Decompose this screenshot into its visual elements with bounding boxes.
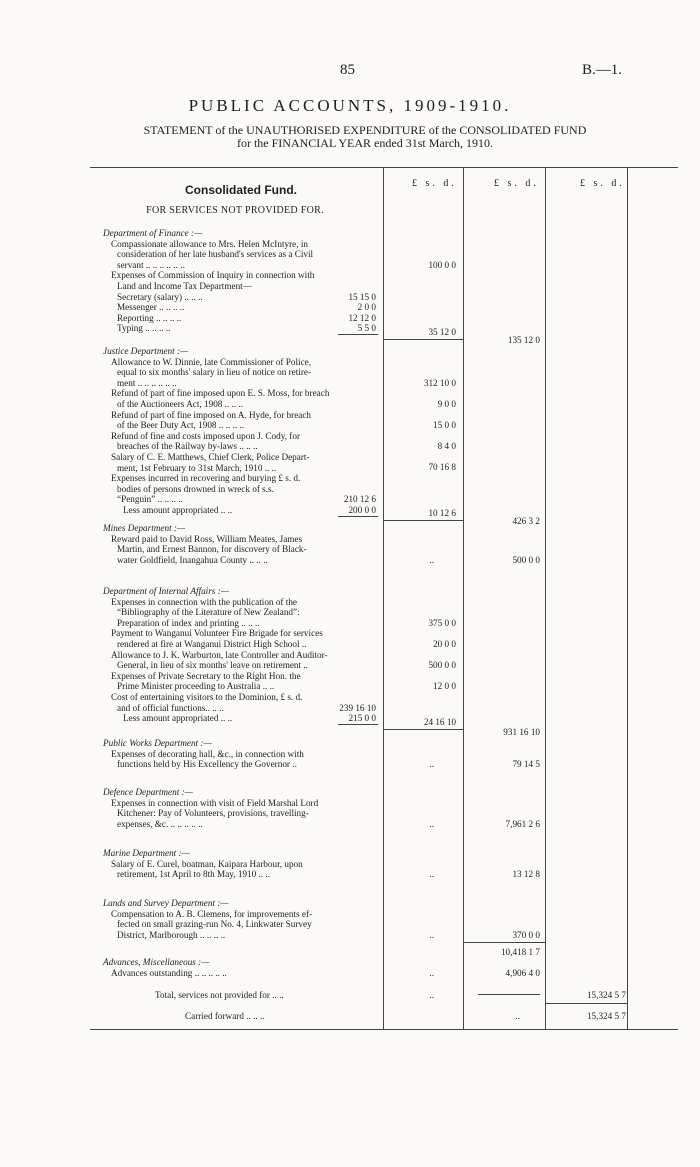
amount: 8 4 0: [437, 441, 456, 451]
line: functions held by His Excellency the Governor ..: [117, 759, 297, 770]
sum-rule: [384, 729, 463, 730]
dept-title: Justice Department :—: [103, 346, 189, 356]
line: Kitchener: Pay of Volunteers, provisions, travelling-: [117, 808, 309, 819]
statement-title: [60, 124, 670, 150]
amount: 24 16 10: [423, 717, 456, 727]
sub-amount: 5 5 0: [357, 323, 376, 333]
dots: ..: [429, 819, 434, 829]
dots: ..: [429, 990, 434, 1000]
column-rule-1: [383, 167, 384, 1029]
line: and of official functions.. .. ..: [117, 702, 224, 713]
sub-rule: [338, 516, 378, 517]
sub-amount: 2 0 0: [357, 302, 376, 312]
line: equal to six months' salary in lieu of notice on retire-: [117, 367, 312, 378]
line: Compassionate allowance to Mrs. Helen McIntyre, in: [111, 238, 308, 249]
sub-amount: 239 16 10: [339, 703, 376, 713]
line: Expenses of decorating hall, &c., in connection with: [111, 748, 304, 759]
line: of the Beer Duty Act, 1908 .. .. .. ..: [117, 420, 245, 431]
line: Expenses in connection with visit of Field Marshal Lord: [111, 797, 319, 808]
line: Refund of part of fine imposed on A. Hyde, for breach: [111, 409, 312, 420]
amount: 70 16 8: [428, 462, 456, 472]
sum-rule: [384, 339, 463, 340]
document-title: PUBLIC ACCOUNTS, 1909-1910.: [188, 96, 512, 115]
line: Compensation to A. B. Clemens, for improvements ef-: [111, 908, 313, 919]
public-works-section: [103, 738, 375, 770]
line: Salary of E. Curel, boatman, Kaipara Harbour, upon: [111, 858, 303, 869]
dept-total: 931 16 10: [503, 727, 540, 737]
page-reference: B.—1.: [582, 62, 623, 78]
dept-title: Mines Department :—: [103, 523, 186, 533]
line: Martin, and Ernest Bannon, for discovery of Black-: [117, 544, 307, 555]
line: retirement, 1st April to 8th May, 1910 .. ..: [117, 869, 271, 880]
line: consideration of her late husband's services as a Civil: [117, 249, 314, 260]
line: Less amount appropriated .. ..: [123, 504, 233, 515]
sub-rule: [338, 334, 378, 335]
line: “Penguin” .. .. .. ..: [117, 494, 183, 505]
amount: 12 0 0: [433, 681, 456, 691]
column-header-2: £ s. d.: [494, 178, 539, 189]
dept-total: 13 12 8: [512, 869, 540, 879]
line: Messenger .. .. .. ..: [117, 302, 185, 313]
line: servant .. .. .. .. .. ..: [117, 259, 185, 270]
dept-total: 79 14 5: [512, 759, 540, 769]
dept-total: 7,961 2 6: [505, 819, 540, 829]
page-number: 85: [340, 62, 355, 78]
section-subheading: FOR SERVICES NOT PROVIDED FOR.: [146, 205, 324, 216]
dept-title: Department of Internal Affairs :—: [103, 586, 229, 596]
line: Land and Income Tax Department—: [117, 280, 252, 291]
amount: 20 0 0: [433, 639, 456, 649]
line: Expenses of Private Secretary to the Right Hon. the: [111, 670, 301, 681]
statement-line-2: for the FINANCIAL YEAR ended 31st March, 1910.: [236, 136, 494, 150]
dots: ..: [429, 759, 434, 769]
line: Refund of part of fine imposed upon E. S. Moss, for breach: [111, 388, 330, 399]
column-rule-4: [627, 167, 628, 1029]
dept-total: 135 12 0: [507, 335, 540, 345]
line: Reward paid to David Ross, William Meates, James: [111, 533, 303, 544]
line: fected on small grazing-run No. 4, Linkwater Survey: [117, 919, 312, 930]
marine-section: [103, 848, 375, 880]
line: bodies of persons drowned in wreck of s.s.: [117, 483, 274, 494]
line: General, in lieu of six months' leave on retirement ..: [117, 660, 308, 671]
amount: 312 10 0: [423, 378, 456, 388]
line: Salary of C. E. Matthews, Chief Clerk, Police Depart-: [111, 451, 310, 462]
carried-forward-label: Carried forward .. .. ..: [185, 1011, 265, 1021]
total-label: Total, services not provided for .. ..: [155, 990, 284, 1000]
dots: ..: [429, 930, 434, 940]
line: Secretary (salary) .. .. ..: [117, 291, 203, 302]
grand-total: 15,324 5 7: [586, 990, 626, 1000]
line: Expenses incurred in recovering and burying £ s. d.: [111, 473, 301, 484]
justice-section: [103, 346, 375, 516]
sub-amount: 215 0 0: [348, 713, 376, 723]
line: Less amount appropriated .. ..: [123, 713, 233, 724]
dept-total: 370 0 0: [512, 930, 540, 940]
column-header-3: £ s. d.: [580, 178, 625, 189]
line: Payment to Wanganui Volunteer Fire Brigade for services: [111, 628, 323, 639]
dots: ..: [429, 555, 434, 565]
dots: ..: [429, 968, 434, 978]
sum-rule: [384, 520, 463, 521]
amount: 10 12 6: [428, 508, 456, 518]
amount: 9 0 0: [437, 399, 456, 409]
dept-title: Public Works Department :—: [103, 738, 212, 748]
line: Allowance to J. K. Warburton, late Controller and Auditor-: [111, 649, 328, 660]
carried-forward-total: 15,324 5 7: [586, 1011, 626, 1021]
subtotal: 10,418 1 7: [500, 947, 540, 957]
line: Refund of fine and costs imposed upon J. Cody, for: [111, 430, 300, 441]
mines-section: [103, 523, 375, 565]
defence-section: [103, 787, 375, 829]
dept-title: Defence Department :—: [103, 787, 193, 797]
amount: 100 0 0: [428, 260, 456, 270]
line: Typing .. .. .. ..: [117, 323, 171, 334]
sub-rule: [338, 724, 378, 725]
dept-total: 500 0 0: [512, 555, 540, 565]
table-top-rule: [90, 167, 678, 168]
column-header-1: £ s. d.: [412, 178, 457, 189]
line: rendered at fire at Wanganui District High School ..: [117, 638, 307, 649]
section-heading: Consolidated Fund.: [185, 183, 297, 197]
line: District, Marlborough .. .. .. ..: [117, 929, 226, 940]
sum-rule: [478, 994, 540, 995]
line: ment .. .. .. .. .. ..: [117, 377, 177, 388]
line: breaches of the Railway by-laws .. .. ..: [117, 441, 258, 452]
line: Cost of entertaining visitors to the Dominion, £ s. d.: [111, 691, 303, 702]
sum-rule: [546, 1003, 627, 1004]
amount: 500 0 0: [428, 660, 456, 670]
table-bottom-rule: [90, 1029, 678, 1030]
line: ment, 1st February to 31st March, 1910 .. ..: [117, 462, 277, 473]
amount: 35 12 0: [428, 327, 456, 337]
dept-title: Marine Department :—: [103, 848, 190, 858]
sub-amount: 12 12 0: [348, 313, 376, 323]
dots: ..: [515, 1011, 520, 1021]
column-rule-2: [463, 167, 464, 1029]
line: water Goldfield, Inangahua County .. .. ..: [117, 554, 268, 565]
sub-amount: 210 12 6: [343, 494, 376, 504]
line: Allowance to W. Dinnie, late Commissioner of Police,: [111, 356, 312, 367]
lands-survey-section: [103, 898, 375, 940]
dept-title: Advances, Miscellaneous :—: [103, 957, 210, 967]
column-rule-3: [545, 167, 546, 1029]
dept-total: 4,906 4 0: [505, 968, 540, 978]
line: Advances outstanding .. .. .. .. ..: [111, 967, 227, 978]
line: of the Auctioneers Act, 1908 .. .. ..: [117, 398, 244, 409]
line: “Bibliography of the Literature of New Zealand”:: [117, 607, 300, 618]
statement-line-1: STATEMENT of the UNAUTHORISED EXPENDITURE of the CONSOLIDATED FUND: [143, 123, 587, 137]
line: Expenses of Commission of Inquiry in connection with: [111, 270, 315, 281]
amount: 375 0 0: [428, 618, 456, 628]
line: Preparation of index and printing .. .. ..: [117, 617, 260, 628]
dots: ..: [429, 869, 434, 879]
sub-amount: 15 15 0: [348, 292, 376, 302]
sum-rule: [464, 942, 545, 943]
dept-total: 426 3 2: [512, 516, 540, 526]
line: Expenses in connection with the publication of the: [111, 596, 298, 607]
line: expenses, &c. .. .. .. .. ..: [117, 818, 203, 829]
advances-section: [103, 957, 375, 978]
amount: 15 0 0: [433, 420, 456, 430]
dept-title: Lands and Survey Department :—: [103, 898, 229, 908]
line: Reporting .. .. .. ..: [117, 312, 182, 323]
dept-title: Department of Finance :—: [103, 228, 203, 238]
sub-amount: 200 0 0: [348, 505, 376, 515]
line: Prime Minister proceeding to Australia .. ..: [117, 681, 275, 692]
